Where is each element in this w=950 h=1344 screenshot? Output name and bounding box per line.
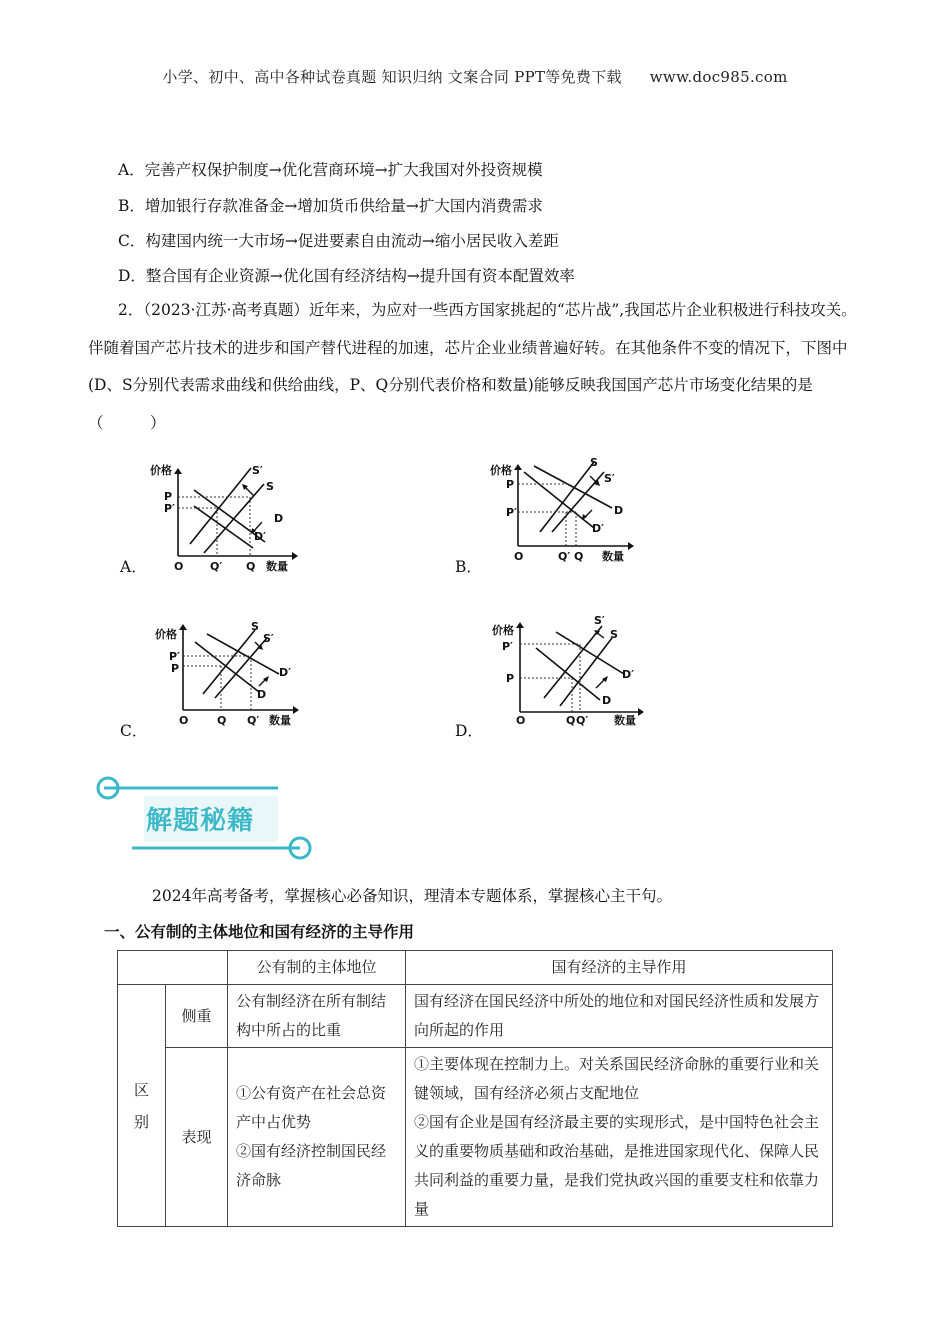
graph-option-b[interactable]: B． (455, 558, 482, 576)
table-cell-line: ①公有资产在社会总资产中占优势 (236, 1084, 387, 1131)
label-origin: O (514, 550, 524, 563)
label-price: 价格 (150, 464, 172, 477)
y-axis-arrow (514, 464, 522, 470)
x-axis-arrow (293, 706, 299, 714)
graph-d (490, 614, 650, 726)
label-s: S (251, 620, 259, 633)
demand-curve-d (536, 648, 600, 700)
label-q: Q (246, 560, 256, 572)
label-s: S (610, 628, 618, 641)
section-title: 一、公有制的主体地位和国有经济的主导作用 (104, 923, 415, 941)
label-origin: O (179, 714, 189, 727)
label-origin: O (516, 714, 526, 726)
table-cell-line: ①主要体现在控制力上。对关系国民经济命脉的重要行业和关键领域，国有经济必须占支配地位 (414, 1055, 820, 1102)
label-p: P (506, 672, 515, 685)
label-quantity: 数量 (602, 550, 624, 563)
label-p-prime: P′ (169, 650, 180, 663)
comparison-table (117, 950, 833, 1227)
table-cell-line: ②国有企业是国有经济最主要的实现形式，是中国特色社会主义的重要物质基础和政治基础，是推进国家现代化、保障人民共同利益的重要力量，是我们党执政兴国的重要支柱和依靠力量 (414, 1113, 820, 1218)
table-group-label: 区别 (133, 1080, 149, 1131)
graph-c (155, 616, 305, 728)
label-q-prime: Q′ (247, 714, 260, 727)
x-axis-arrow (638, 708, 644, 716)
table-cell: 国有经济在国民经济中所处的地位和对国民经济性质和发展方向所起的作用 (406, 985, 833, 1048)
label-p-prime: P′ (506, 506, 517, 519)
graph-option-d[interactable]: D． (455, 722, 483, 740)
label-s: S (590, 456, 598, 469)
label-quantity: 数量 (269, 714, 291, 727)
table-row-label: 侧重 (166, 985, 228, 1048)
label-q-prime: Q′ (210, 560, 223, 572)
page-header (0, 66, 950, 87)
x-axis-arrow (628, 542, 634, 550)
table-corner (118, 951, 228, 985)
graph-b (490, 456, 640, 568)
y-axis-arrow (174, 468, 182, 474)
q1-option-c[interactable]: C．构建国内统一大市场→促进要素自由流动→缩小居民收入差距 (118, 232, 559, 250)
intro-text: 2024年高考备考，掌握核心必备知识，理清本专题体系，掌握核心主干句。 (152, 887, 672, 905)
header-url[interactable]: www.doc985.com (649, 68, 788, 86)
label-quantity: 数量 (266, 560, 288, 572)
graph-option-c[interactable]: C． (120, 722, 148, 740)
y-axis-arrow (179, 624, 187, 630)
label-p: P (164, 490, 173, 503)
label-d-prime: D′ (254, 530, 267, 543)
label-quantity: 数量 (614, 714, 636, 726)
label-p: P (506, 478, 515, 491)
label-s: S (266, 480, 274, 493)
banner-title: 解题秘籍 (146, 806, 255, 836)
label-price: 价格 (155, 628, 177, 641)
table-row (118, 1048, 833, 1227)
label-s-prime: S′ (604, 472, 615, 485)
label-d-prime: D′ (279, 666, 292, 679)
graph-a (150, 460, 300, 572)
label-d-prime: D′ (592, 522, 605, 535)
q1-option-d[interactable]: D．整合国有企业资源→优化国有经济结构→提升国有资本配置效率 (118, 267, 575, 285)
label-price: 价格 (490, 464, 512, 477)
table-cell (228, 1048, 406, 1227)
label-s-prime: S′ (263, 632, 274, 645)
q2-stem-text: 2．（2023·江苏·高考真题）近年来，为应对一些西方国家挑起的“芯片战”,我国芯片企业积极进行科技攻关。伴随着国产芯片技术的进步和国产替代进程的加速，芯片企业业绩普遍好转。在其他条件不变的情况下，下图中(D、S分别代表需求曲线和供给曲线，P、Q分别代表价格和数量)能够反映我国国产芯片市场变化结果的是（ ） (88, 301, 857, 432)
label-p-prime: P′ (502, 640, 513, 653)
label-d-prime: D′ (622, 668, 635, 681)
label-p-prime: P′ (164, 502, 175, 515)
label-d: D (602, 694, 612, 707)
label-q: Q (217, 714, 227, 727)
label-s-prime: S′ (252, 464, 263, 477)
label-p: P (171, 662, 180, 675)
label-origin: O (174, 560, 184, 572)
label-price: 价格 (492, 624, 514, 637)
demand-curve-d (534, 466, 612, 508)
x-axis-arrow (292, 552, 298, 560)
table-group-cell (118, 985, 166, 1227)
q2-stem (88, 292, 868, 442)
label-q: Q (574, 550, 584, 563)
label-q-prime: Q′ (576, 714, 589, 726)
label-s-prime: S′ (594, 614, 605, 627)
graph-option-a[interactable]: A． (120, 558, 147, 576)
label-q: Q (566, 714, 576, 726)
table-cell-line: ②国有经济控制国民经济命脉 (236, 1142, 387, 1189)
label-d: D (257, 688, 267, 701)
label-d: D (274, 512, 284, 525)
header-text: 小学、初中、高中各种试卷真题 知识归纳 文案合同 PPT等免费下载 (162, 68, 622, 86)
label-q-prime: Q′ (558, 550, 571, 563)
label-d: D (614, 504, 624, 517)
table-row-label: 表现 (166, 1048, 228, 1227)
table-header-col2: 国有经济的主导作用 (406, 951, 833, 985)
q1-option-a[interactable]: A．完善产权保护制度→优化营商环境→扩大我国对外投资规模 (118, 161, 543, 179)
supply-curve-s-prime (190, 468, 251, 544)
table-row (118, 985, 833, 1048)
demand-curve-d-prime (524, 472, 594, 528)
table-header-row (118, 951, 833, 985)
table-header-col1: 公有制的主体地位 (228, 951, 406, 985)
q1-option-b[interactable]: B．增加银行存款准备金→增加货币供给量→扩大国内消费需求 (118, 197, 543, 215)
y-axis-arrow (516, 622, 524, 628)
table-cell (406, 1048, 833, 1227)
table-cell: 公有制经济在所有制结构中所占的比重 (228, 985, 406, 1048)
